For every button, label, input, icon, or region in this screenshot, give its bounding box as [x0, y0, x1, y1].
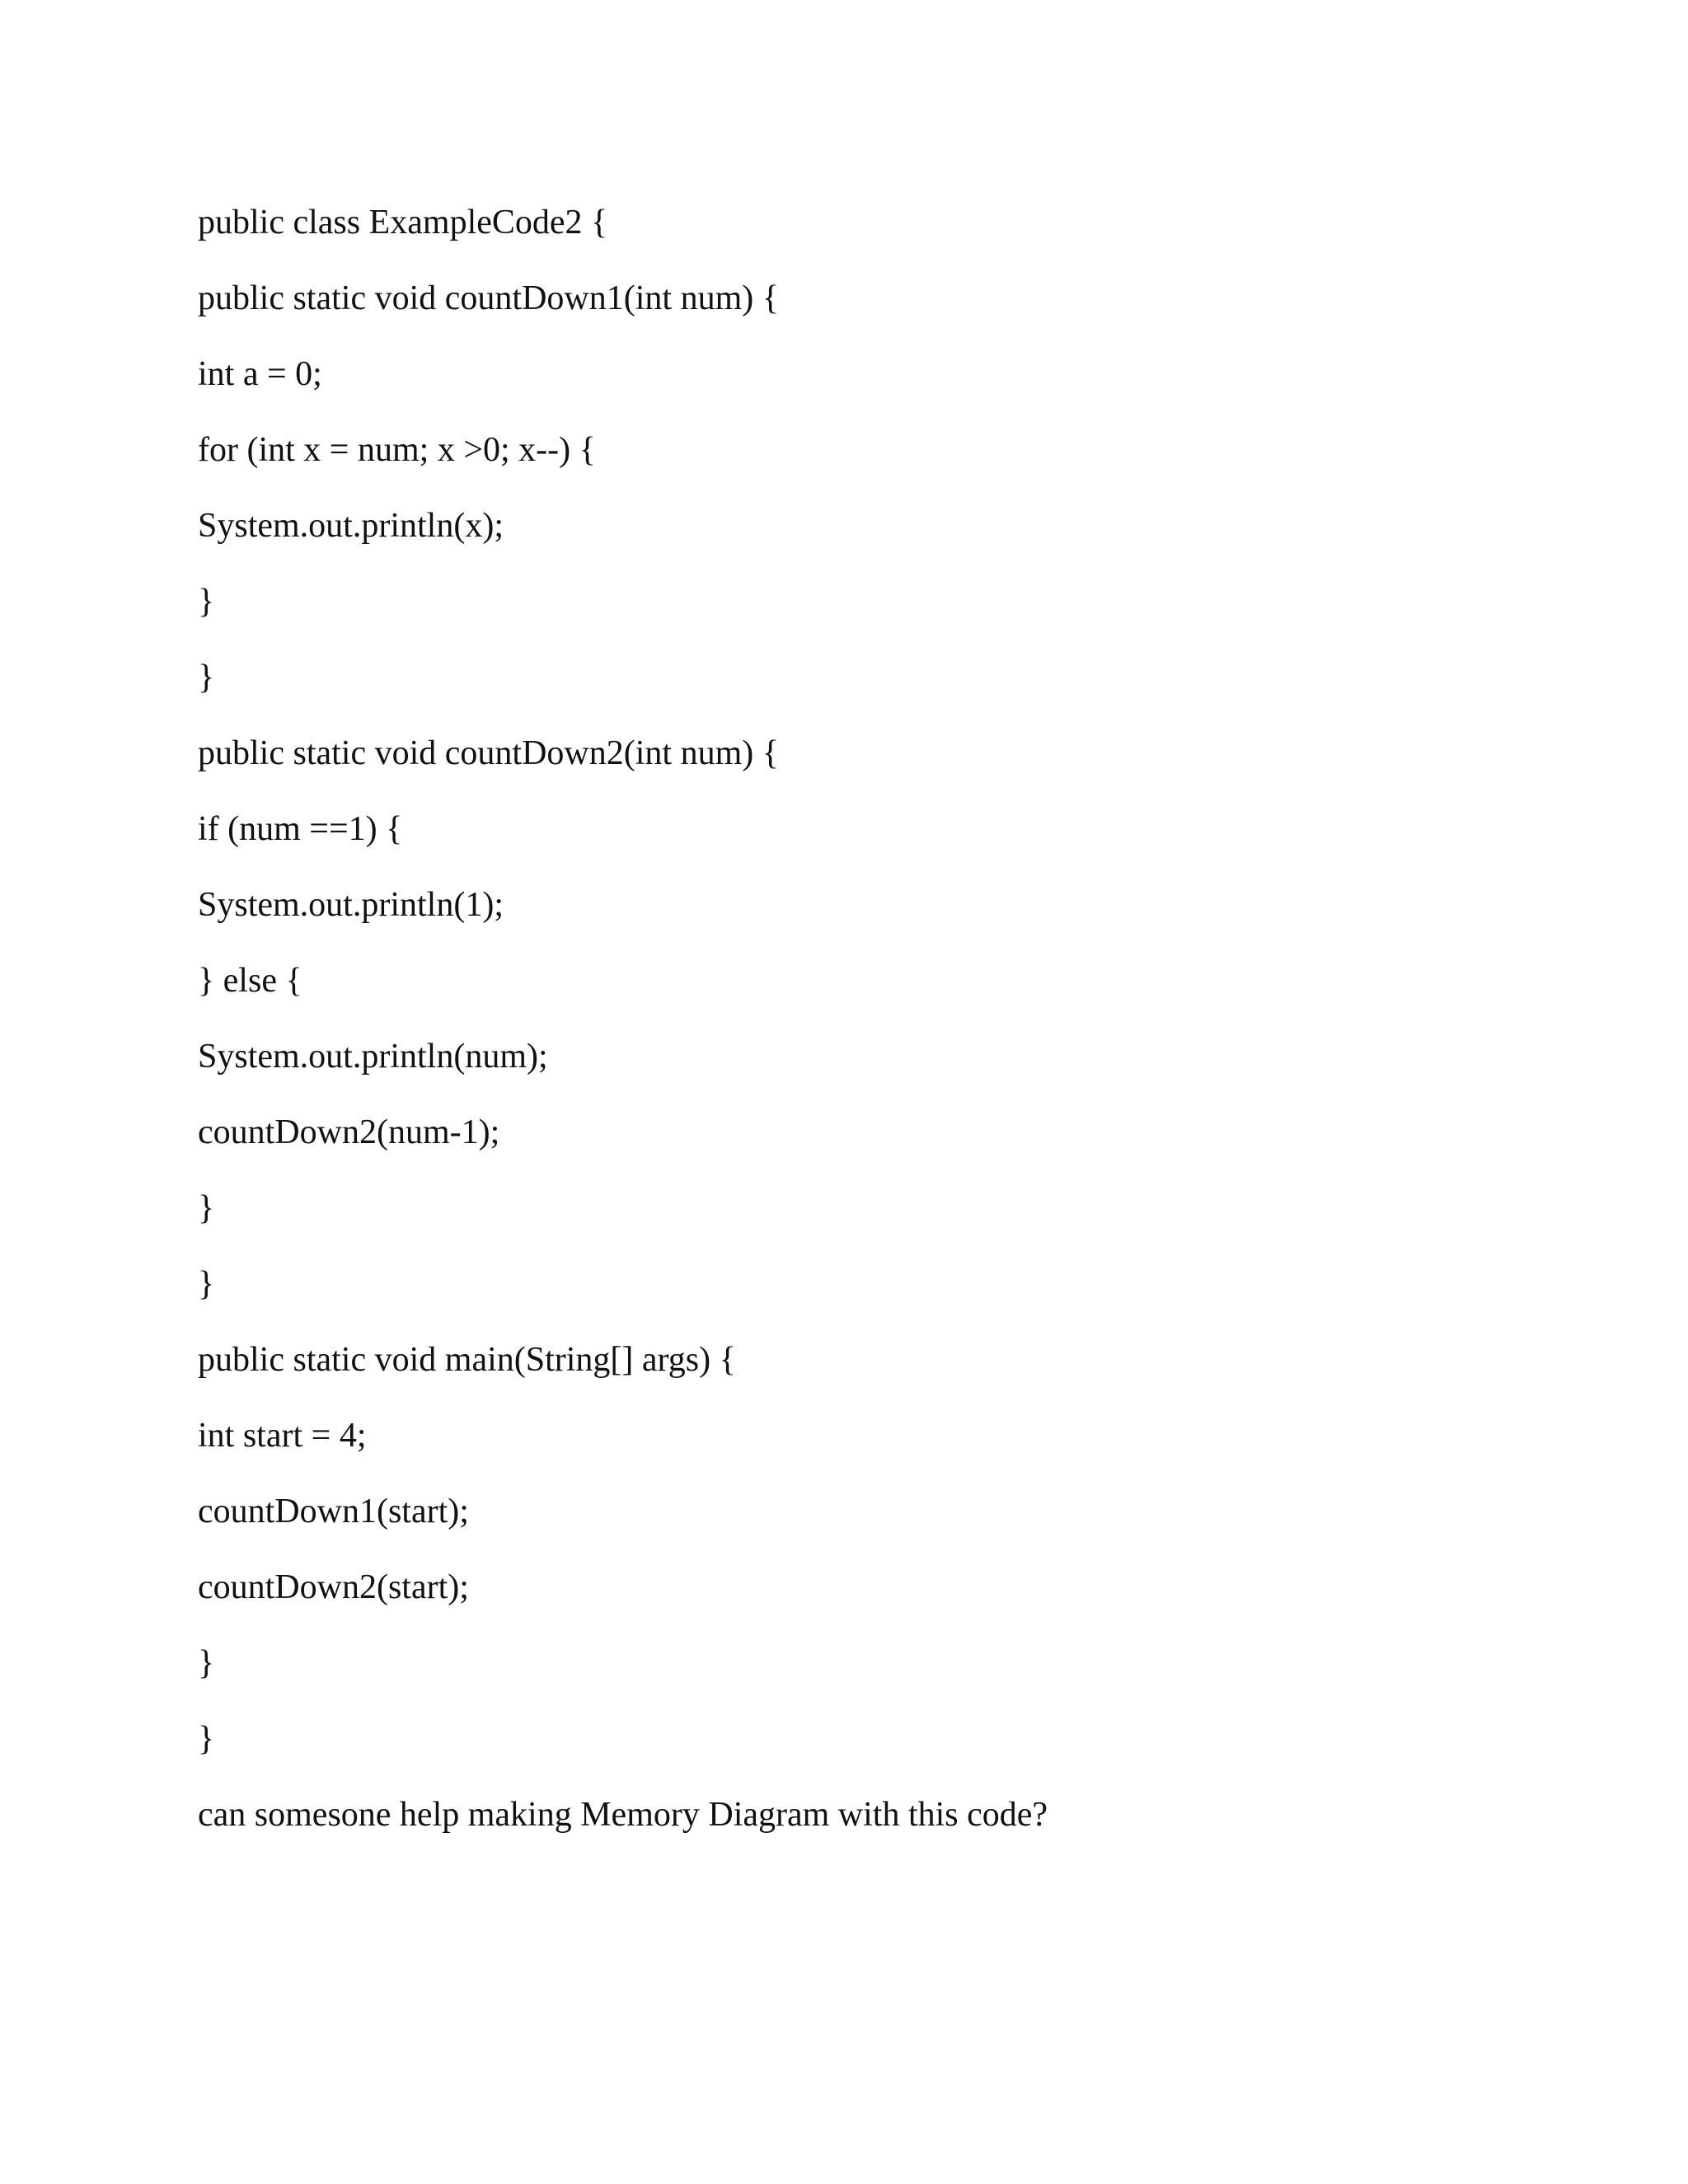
code-line: int start = 4; [198, 1417, 367, 1455]
question-text: can somesone help making Memory Diagram with this code? [198, 1796, 1048, 1834]
code-line: System.out.println(num); [198, 1038, 548, 1076]
code-line: public class ExampleCode2 { [198, 204, 608, 241]
code-line: if (num ==1) { [198, 810, 403, 848]
code-line: } [198, 1644, 215, 1682]
code-line: } [198, 1720, 215, 1758]
code-line: public static void countDown1(int num) { [198, 279, 779, 317]
code-line: } [198, 658, 215, 696]
document-body [198, 185, 1599, 1853]
code-line: public static void countDown2(int num) { [198, 734, 779, 772]
code-line: countDown1(start); [198, 1493, 469, 1530]
code-line: } [198, 583, 215, 621]
code-line: public static void main(String[] args) { [198, 1341, 736, 1379]
code-line: } [198, 1189, 215, 1227]
code-line: for (int x = num; x >0; x--) { [198, 431, 596, 469]
code-line: int a = 0; [198, 355, 322, 393]
code-line: System.out.println(x); [198, 507, 504, 545]
code-line: } else { [198, 962, 302, 1000]
code-line: } [198, 1265, 215, 1303]
code-line: System.out.println(1); [198, 886, 504, 924]
code-line: countDown2(start); [198, 1568, 469, 1606]
code-line: countDown2(num-1); [198, 1113, 500, 1151]
